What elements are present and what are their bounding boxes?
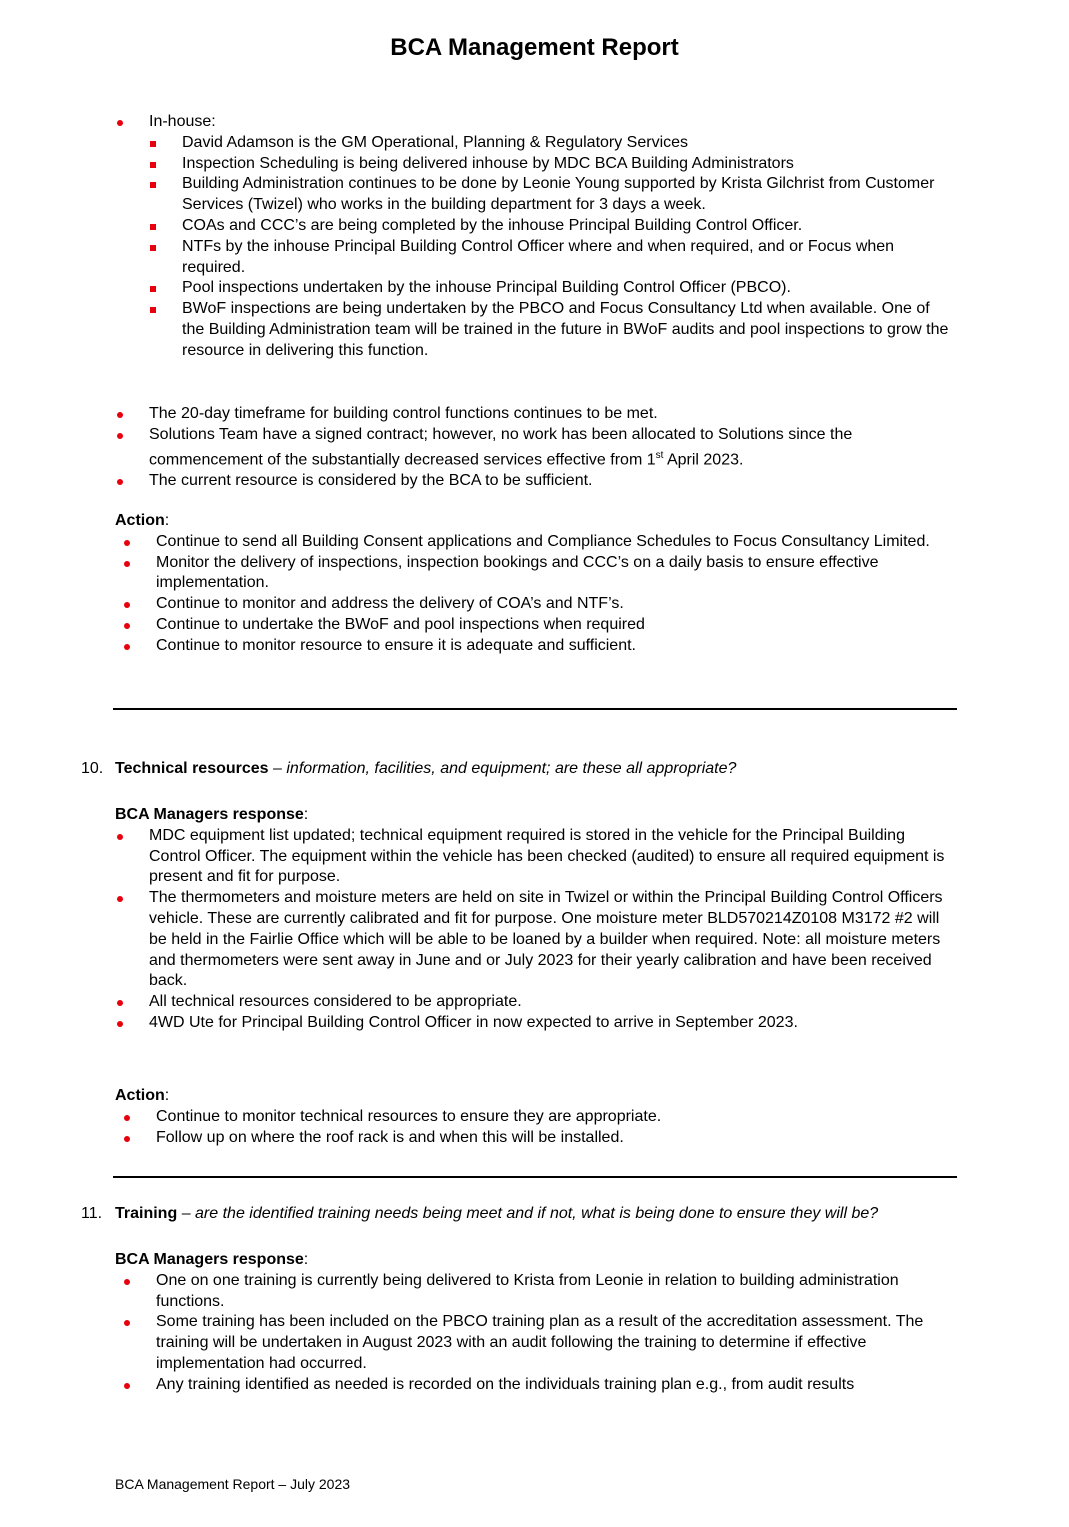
section-10-action: Action: Continue to monitor technical resources to ensure they are appropriate. Follow up on where the roof rack is and when this will be installed.	[115, 1086, 945, 1148]
list-item: Continue to send all Building Consent applications and Compliance Schedules to Focus Consultancy Limited.	[115, 532, 935, 553]
divider	[113, 708, 957, 710]
list-item: Continue to undertake the BWoF and pool inspections when required	[115, 615, 935, 636]
section-11-heading: 11. Training – are the identified training needs being meet and if not, what is being done to ensure they will be?	[81, 1205, 879, 1222]
list-item: Any training identified as needed is recorded on the individuals training plan e.g., from audit results	[115, 1375, 945, 1396]
list-item: COAs and CCC’s are being completed by the inhouse Principal Building Control Officer.	[115, 216, 955, 237]
response-heading: BCA Managers response	[115, 806, 304, 823]
section-10-response: BCA Managers response: MDC equipment list updated; technical equipment required is stored in the vehicle for the Principal Building Control Officer. The equipment within the vehicle has been checked (audited) to ensure all required equipment is present and fit for purpose. The thermometers and moisture meters are held on site in Twizel or within the Principal Building Control Officers vehicle. These are currently calibrated and fit for purpose. One moisture meter BLD570214Z0108 M3172 #2 will be held in the Fairlie Office which will be able to be loaned by a builder when required. Note: all moisture meters and thermometers were sent away in June and or July 2023 for their yearly calibration and have been received back. All technical resources considered to be appropriate. 4WD Ute for Principal Building Control Officer in now expected to arrive in September 2023.	[115, 805, 945, 1034]
section-10-heading: 10. Technical resources – information, facilities, and equipment; are these all appropriate?	[81, 760, 737, 777]
response-heading: BCA Managers response	[115, 1251, 304, 1268]
list-item: David Adamson is the GM Operational, Planning & Regulatory Services	[115, 133, 955, 154]
inhouse-block	[115, 112, 955, 362]
list-item: NTFs by the inhouse Principal Building Control Officer where and when required, and or Focus when required.	[115, 237, 955, 279]
list-item: Pool inspections undertaken by the inhouse Principal Building Control Officer (PBCO).	[115, 278, 955, 299]
page-title: BCA Management Report	[390, 34, 679, 61]
action-heading: Action	[115, 512, 165, 529]
status-block	[115, 404, 905, 492]
list-item: Continue to monitor resource to ensure it is adequate and sufficient.	[115, 636, 935, 657]
list-item: 4WD Ute for Principal Building Control Officer in now expected to arrive in September 2023.	[115, 1013, 945, 1034]
list-item: Solutions Team have a signed contract; however, no work has been allocated to Solutions since the commencement of the substantially decreased services effective from 1st April 2023.	[115, 425, 905, 471]
list-item: The thermometers and moisture meters are held on site in Twizel or within the Principal Building Control Officers vehicle. These are currently calibrated and fit for purpose. One moisture meter BLD570214Z0108 M3172 #2 will be held in the Fairlie Office which will be able to be loaned by a builder when required. Note: all moisture meters and thermometers were sent away in June and or July 2023 for their yearly calibration and have been received back.	[115, 888, 945, 992]
inhouse-label: In-house:	[149, 113, 216, 130]
list-item: The 20-day timeframe for building control functions continues to be met.	[115, 404, 905, 425]
list-item: One on one training is currently being delivered to Krista from Leonie in relation to building administration functions.	[115, 1271, 945, 1313]
list-item: Follow up on where the roof rack is and when this will be installed.	[115, 1128, 945, 1149]
list-item: Monitor the delivery of inspections, inspection bookings and CCC’s on a daily basis to ensure effective implementation.	[115, 553, 935, 595]
list-item: Building Administration continues to be done by Leonie Young supported by Krista Gilchrist from Customer Services (Twizel) who works in the building department for 3 days a week.	[115, 174, 955, 216]
divider	[113, 1176, 957, 1178]
list-item: Inspection Scheduling is being delivered inhouse by MDC BCA Building Administrators	[115, 154, 955, 175]
list-item: Some training has been included on the PBCO training plan as a result of the accreditation assessment. The training will be undertaken in August 2023 with an audit following the training to determine if effective implementation had occurred.	[115, 1312, 945, 1374]
section-11-response: BCA Managers response: One on one training is currently being delivered to Krista from Leonie in relation to building administration functions. Some training has been included on the PBCO training plan as a result of the accreditation assessment. The training will be undertaken in August 2023 with an audit following the training to determine if effective implementation had occurred. Any training identified as needed is recorded on the individuals training plan e.g., from audit results	[115, 1250, 945, 1396]
action-block: Action: Continue to send all Building Consent applications and Compliance Schedules to Focus Consultancy Limited. Monitor the delivery of inspections, inspection bookings and CCC’s on a daily basis to ensure effective implementation. Continue to monitor and address the delivery of COA’s and NTF’s. Continue to undertake the BWoF and pool inspections when required Continue to monitor resource to ensure it is adequate and sufficient.	[115, 511, 935, 657]
list-item: Continue to monitor and address the delivery of COA’s and NTF’s.	[115, 594, 935, 615]
list-item: The current resource is considered by the BCA to be sufficient.	[115, 471, 905, 492]
list-item: Continue to monitor technical resources to ensure they are appropriate.	[115, 1107, 945, 1128]
list-item: All technical resources considered to be appropriate.	[115, 992, 945, 1013]
list-item: MDC equipment list updated; technical equipment required is stored in the vehicle for the Principal Building Control Officer. The equipment within the vehicle has been checked (audited) to ensure all required equipment is present and fit for purpose.	[115, 826, 945, 888]
list-item: BWoF inspections are being undertaken by the PBCO and Focus Consultancy Ltd when available. One of the Building Administration team will be trained in the future in BWoF audits and pool inspections to grow the resource in delivering this function.	[115, 299, 955, 361]
page-footer: BCA Management Report – July 2023	[115, 1476, 351, 1492]
action-heading: Action	[115, 1087, 165, 1104]
list-item	[115, 112, 955, 362]
